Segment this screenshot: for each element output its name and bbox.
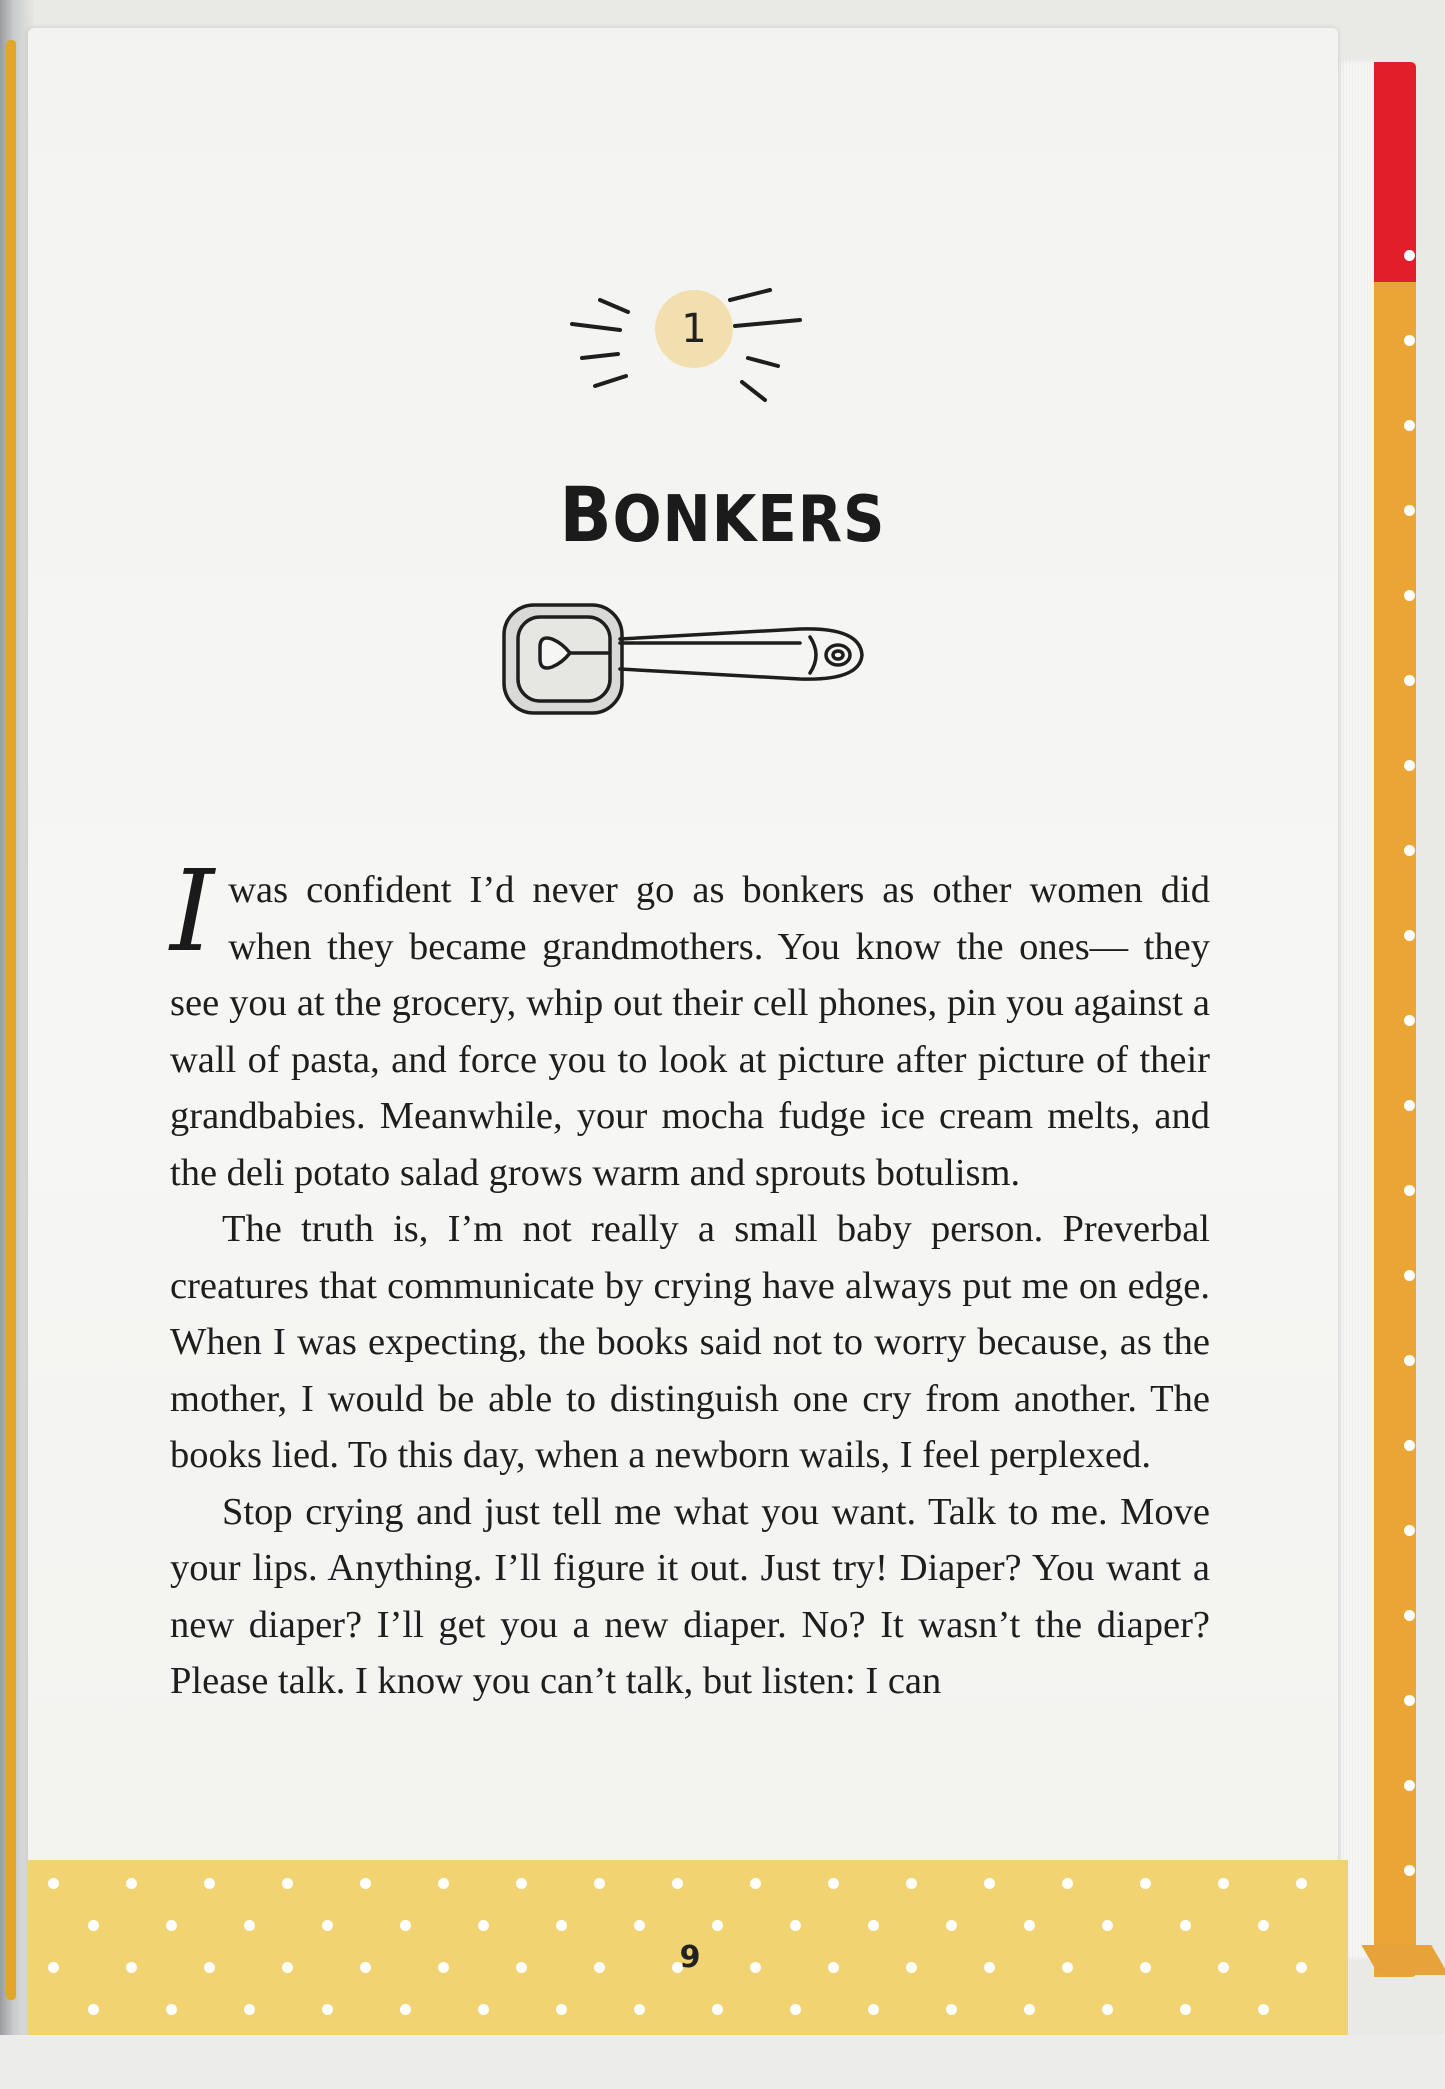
footer-dot [126, 1962, 137, 1973]
cover-dot [1404, 1185, 1415, 1196]
footer-dot [1062, 1878, 1073, 1889]
footer-dot [712, 1920, 723, 1931]
footer-dot [400, 1920, 411, 1931]
cover-dot [1404, 420, 1415, 431]
footer-dot [1258, 1920, 1269, 1931]
footer-dot [360, 1962, 371, 1973]
footer-dot [1024, 1920, 1035, 1931]
footer-dot [1102, 2004, 1113, 2015]
footer-dot [868, 2004, 879, 2015]
footer-dot [984, 1878, 995, 1889]
footer-dot [712, 2004, 723, 2015]
chapter-title [0, 470, 1445, 559]
footer-dot [828, 1878, 839, 1889]
cover-dot [1404, 1525, 1415, 1536]
footer-dot [88, 1920, 99, 1931]
safety-pin-icon [500, 595, 880, 725]
footer-dot [204, 1878, 215, 1889]
footer-dot [1296, 1962, 1307, 1973]
cover-dot [1404, 675, 1415, 686]
footer-dot [88, 2004, 99, 2015]
footer-dot [556, 2004, 567, 2015]
footer-dot [126, 1878, 137, 1889]
chapter-number: 1 [681, 306, 707, 352]
chapter-number-badge [655, 290, 733, 368]
cover-dot [1404, 335, 1415, 346]
cover-dot [1404, 760, 1415, 771]
footer-dot [516, 1878, 527, 1889]
footer-dot [906, 1878, 917, 1889]
cover-dot [1404, 1865, 1415, 1876]
paragraph-3: Stop crying and just tell me what you want. Talk to me. Move your lips. Anything. I’ll figure it out. Just try! Diaper? You want a new diaper? I’ll get you a new diaper. No? It wasn’t the diaper? Please talk. I know you can’t talk, but listen: I can [170, 1490, 1210, 1702]
footer-dot [360, 1878, 371, 1889]
footer-dot [946, 1920, 957, 1931]
cover-dot [1404, 1610, 1415, 1621]
left-edge-strip [6, 40, 16, 2000]
footer-dot [1062, 1962, 1073, 1973]
paragraph-1-text: was confident I’d never go as bonkers as other women did when they became grandmothers. You know the ones— they see you at the grocery, whip out their cell phones, pin you against a wall of pasta, and force you to look at picture after picture of their grandbabies. Meanwhile, your mocha fudge ice cream melts, and the deli potato salad grows warm and sprouts botulism. [170, 869, 1210, 1194]
footer-dot [556, 1920, 567, 1931]
footer-dot [790, 2004, 801, 2015]
paragraph-2: The truth is, I’m not really a small baby person. Preverbal creatures that communicate by crying have always put me on edge. When I was expecting, the books said not to worry because, as the mother, I would be able to distinguish one cry from another. The books lied. To this day, when a newborn wails, I feel perplexed. [170, 1208, 1210, 1476]
footer-dot [868, 1920, 879, 1931]
footer-dot [166, 2004, 177, 2015]
footer-dot [400, 2004, 411, 2015]
footer-dot [594, 1878, 605, 1889]
footer-dot [478, 1920, 489, 1931]
footer-dot [282, 1878, 293, 1889]
drop-cap: I [170, 847, 215, 977]
footer-dot [322, 1920, 333, 1931]
footer-dot [1140, 1878, 1151, 1889]
footer-dot [244, 2004, 255, 2015]
cover-dot [1404, 930, 1415, 941]
footer-dot [1218, 1878, 1229, 1889]
footer-dot [1218, 1962, 1229, 1973]
footer-dot [634, 1920, 645, 1931]
footer-dot [790, 1920, 801, 1931]
cover-dot [1404, 1695, 1415, 1706]
chapter-title-rest: ONKERS [612, 483, 886, 557]
footer-dot [750, 1962, 761, 1973]
book-fore-edge [1336, 60, 1378, 1960]
footer-dot [322, 2004, 333, 2015]
footer-dot [594, 1962, 605, 1973]
footer-dot [1180, 1920, 1191, 1931]
footer-dot [1140, 1962, 1151, 1973]
page-bottom-edge [0, 2035, 1445, 2089]
footer-dot [244, 1920, 255, 1931]
cover-dot [1404, 590, 1415, 601]
footer-dot [282, 1962, 293, 1973]
footer-dot [1102, 1920, 1113, 1931]
footer-dot [984, 1962, 995, 1973]
page-number: 9 [679, 1940, 701, 1975]
cover-dot [1404, 845, 1415, 856]
footer-dot [48, 1962, 59, 1973]
footer-dot [166, 1920, 177, 1931]
paragraph-1 [170, 847, 1210, 1201]
cover-dot [1404, 1440, 1415, 1451]
footer-dot [672, 1878, 683, 1889]
footer-dot [48, 1878, 59, 1889]
footer-dot [946, 2004, 957, 2015]
footer-dot [1024, 2004, 1035, 2015]
footer-dot [906, 1962, 917, 1973]
cover-dot [1404, 1015, 1415, 1026]
footer-dot [438, 1878, 449, 1889]
cover-dot [1404, 250, 1415, 261]
footer-dot [478, 2004, 489, 2015]
footer-dot [750, 1878, 761, 1889]
chapter-title-initial: B [559, 470, 613, 559]
cover-dot [1404, 1100, 1415, 1111]
footer-dot [204, 1962, 215, 1973]
cover-dot [1404, 1780, 1415, 1791]
cover-dot [1404, 1270, 1415, 1281]
footer-dot [1296, 1878, 1307, 1889]
footer-dot [1258, 2004, 1269, 2015]
footer-dot [828, 1962, 839, 1973]
cover-red-section [1374, 62, 1416, 282]
chapter-body-text [170, 847, 1210, 1710]
footer-dot [634, 2004, 645, 2015]
footer-dot [438, 1962, 449, 1973]
footer-dot [516, 1962, 527, 1973]
book-cover-edge [1374, 62, 1416, 1977]
cover-dot [1404, 1355, 1415, 1366]
footer-dot [1180, 2004, 1191, 2015]
